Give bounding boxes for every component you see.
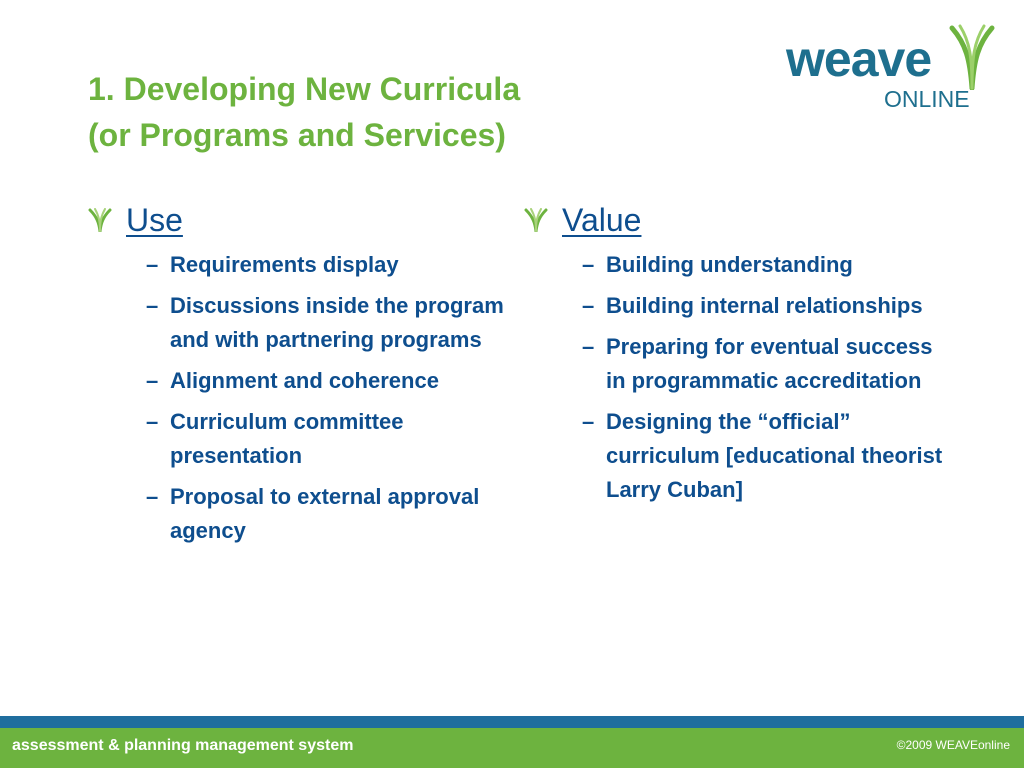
value-column	[524, 198, 944, 514]
list-item-text: Building internal relationships	[606, 293, 923, 318]
list-dash: –	[582, 409, 595, 434]
use-column	[88, 198, 508, 555]
list-item-text: Designing the “official” curriculum [educational theorist Larry Cuban]	[606, 409, 943, 502]
list-item-text: Alignment and coherence	[170, 368, 439, 393]
list-item	[582, 405, 944, 507]
list-item	[582, 248, 944, 282]
use-heading	[88, 198, 508, 242]
use-heading-text: Use	[126, 201, 183, 238]
slide-title-line-2: (or Programs and Services)	[88, 117, 506, 153]
list-item-text: Discussions inside the program and with partnering programs	[170, 293, 504, 352]
footer-blue-stripe	[0, 716, 1024, 728]
list-item	[582, 289, 944, 323]
list-item	[146, 405, 508, 473]
list-item	[146, 480, 508, 548]
list-item	[146, 248, 508, 282]
weave-x-icon	[948, 24, 996, 90]
list-dash: –	[582, 334, 595, 359]
list-item-text: Preparing for eventual success in programmatic accreditation	[606, 334, 933, 393]
list-dash: –	[582, 293, 595, 318]
use-list	[88, 248, 508, 548]
weave-online-logo	[784, 24, 996, 114]
list-dash: –	[146, 252, 159, 277]
list-item-text: Building understanding	[606, 252, 853, 277]
list-dash: –	[582, 252, 595, 277]
value-heading-text: Value	[562, 201, 642, 238]
list-item-text: Curriculum committee presentation	[170, 409, 404, 468]
list-dash: –	[146, 409, 159, 434]
logo-sub: ONLINE	[884, 86, 970, 112]
list-item-text: Proposal to external approval agency	[170, 484, 480, 543]
list-item	[582, 330, 944, 398]
weave-x-bullet-icon	[524, 208, 548, 232]
logo-word: weave	[786, 31, 932, 87]
list-item	[146, 364, 508, 398]
weave-x-bullet-icon	[88, 208, 112, 232]
slide-title	[88, 66, 648, 158]
value-heading	[524, 198, 944, 242]
value-list	[524, 248, 944, 507]
footer-copyright: ©2009 WEAVEonline	[896, 738, 1010, 752]
list-dash: –	[146, 293, 159, 318]
list-item	[146, 289, 508, 357]
list-dash: –	[146, 484, 159, 509]
footer-bar	[0, 728, 1024, 768]
list-item-text: Requirements display	[170, 252, 399, 277]
footer-tagline: assessment & planning management system	[12, 737, 354, 754]
list-dash: –	[146, 368, 159, 393]
slide-title-line-1: 1. Developing New Curricula	[88, 71, 521, 107]
